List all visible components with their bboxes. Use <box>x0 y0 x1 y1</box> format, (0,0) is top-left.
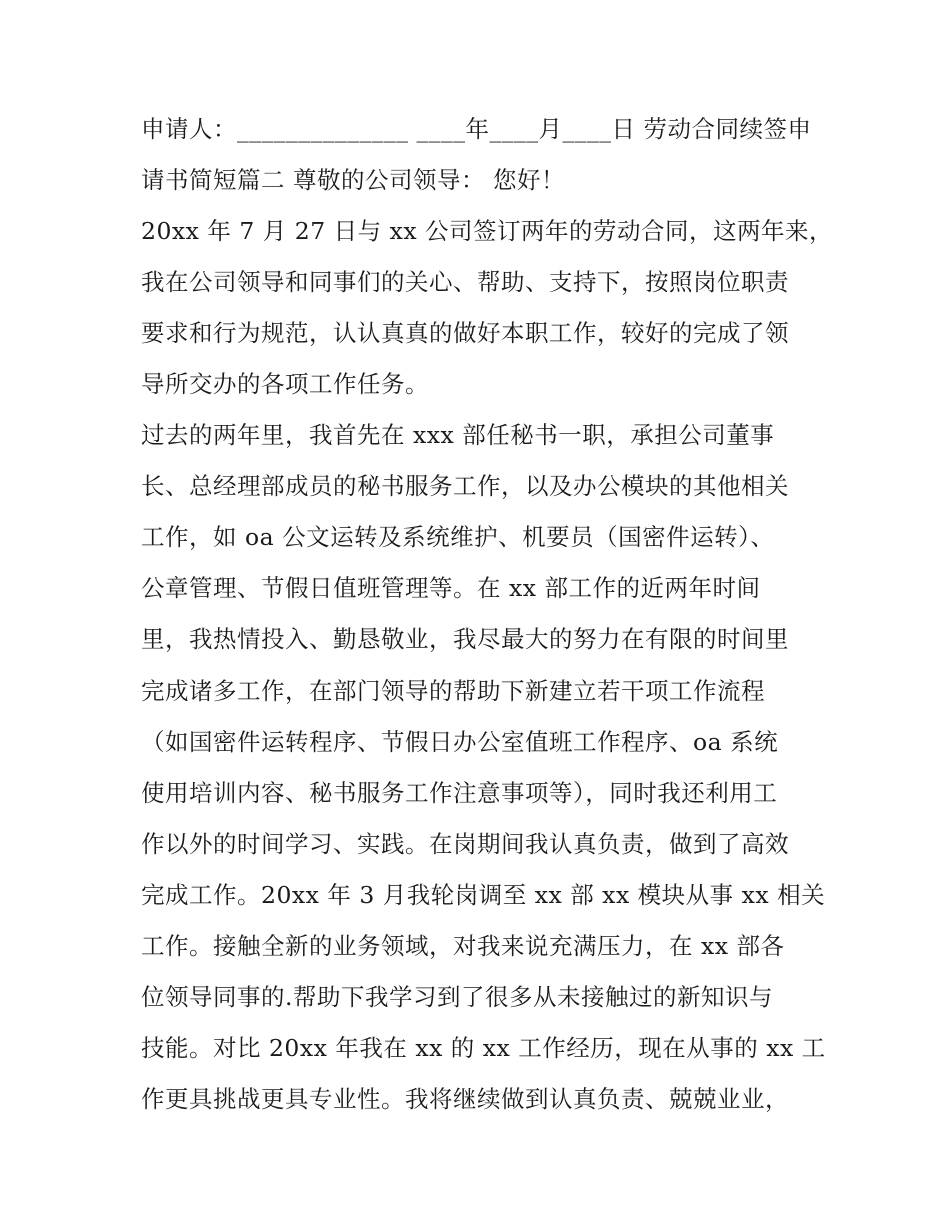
text-line: 完成诸多工作，在部门领导的帮助下新建立若干项工作流程 <box>141 676 765 705</box>
text-line: 20xx 年 7 月 27 日与 xx 公司签订两年的劳动合同，这两年来， <box>141 217 834 246</box>
text-line: 位领导同事的.帮助下我学习到了很多从未接触过的新知识与 <box>141 982 773 1011</box>
text-line: 要求和行为规范，认认真真的做好本职工作，较好的完成了领 <box>141 319 789 348</box>
text-line: 作更具挑战更具专业性。我将继续做到认真负责、兢兢业业， <box>141 1084 789 1113</box>
text-line: 申请人：______________ ____年____月____日 劳动合同续签申 <box>141 115 812 143</box>
text-line: 过去的两年里，我首先在 xxx 部任秘书一职，承担公司董事 <box>141 421 775 450</box>
text-line: 长、总经理部成员的秘书服务工作，以及办公模块的其他相关 <box>141 472 789 501</box>
text-line: 我在公司领导和同事们的关心、帮助、支持下，按照岗位职责 <box>141 268 789 297</box>
text-line: 工作，如 oa 公文运转及系统维护、机要员（国密件运转）、 <box>141 523 775 552</box>
text-line: 工作。接触全新的业务领域，对我来说充满压力，在 xx 部各 <box>141 931 785 960</box>
text-line: （如国密件运转程序、节假日办公室值班工作程序、oa 系统 <box>141 727 779 756</box>
text-line: 完成工作。20xx 年 3 月我轮岗调至 xx 部 xx 模块从事 xx 相关 <box>141 880 826 909</box>
text-line: 里，我热情投入、勤恳敬业，我尽最大的努力在有限的时间里 <box>141 625 789 654</box>
text-line: 公章管理、节假日值班管理等。在 xx 部工作的近两年时间 <box>141 574 761 603</box>
text-line: 使用培训内容、秘书服务工作注意事项等），同时我还利用工 <box>141 778 778 807</box>
text-line: 技能。对比 20xx 年我在 xx 的 xx 工作经历，现在从事的 xx 工 <box>141 1033 826 1062</box>
text-line: 作以外的时间学习、实践。在岗期间我认真负责，做到了高效 <box>141 829 789 858</box>
text-line: 请书简短篇二 尊敬的公司领导： 您好！ <box>141 166 565 195</box>
text-line: 导所交办的各项工作任务。 <box>141 370 429 399</box>
document-body <box>141 104 834 1125</box>
